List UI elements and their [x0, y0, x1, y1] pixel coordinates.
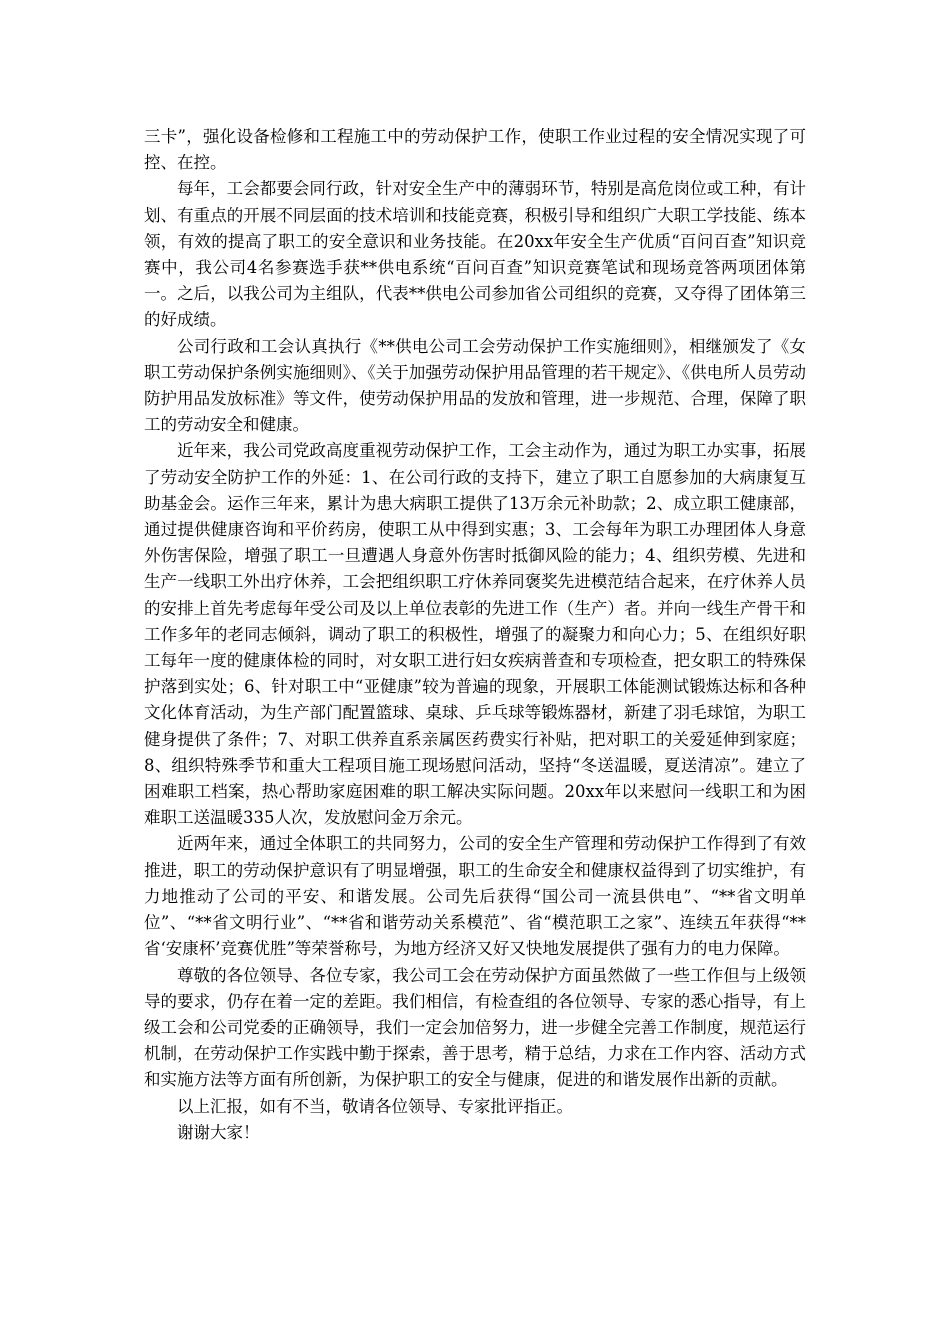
paragraph-closing: 以上汇报，如有不当，敬请各位领导、专家批评指正。: [177, 1096, 573, 1116]
paragraph-regulations: 公司行政和工会认真执行《**供电公司工会劳动保护工作实施细则》，相继颁发了《女职工劳动保护条例实施细则》、《关于加强劳动保护用品管理的若干规定》、《供电所人员劳动防护用品发放标准》等文件，使劳动保护用品的发放和管理，进一步规范、合理，保障了职工的劳动安全和健康。: [144, 336, 806, 435]
paragraph-thanks: 谢谢大家！: [177, 1122, 260, 1142]
paragraph-worker-services: 近年来，我公司党政高度重视劳动保护工作，工会主动作为，通过为职工办实事，拓展了劳动安全防护工作的外延：1、在公司行政的支持下，建立了职工自愿参加的大病康复互助基金会。运作三年来，累计为患大病职工提供了13万余元补助款；2、成立职工健康部，通过提供健康咨询和平价药房，使职工从中得到实惠；3、工会每年为职工办理团体人身意外伤害保险，增强了职工一旦遭遇人身意外伤害时抵御风险的能力；4、组织劳模、先进和生产一线职工外出疗休养，工会把组织职工疗休养同褒奖先进模范结合起来，在疗休养人员的安排上首先考虑每年受公司及以上单位表彰的先进工作（生产）者。并向一线生产骨干和工作多年的老同志倾斜，调动了职工的积极性，增强了的凝聚力和向心力；5、在组织好职工每年一度的健康体检的同时，对女职工进行妇女疾病普查和专项检查，把女职工的特殊保护落到实处；6、针对职工中“亚健康”较为普遍的现象，开展职工体能测试锻炼达标和各种文化体育活动，为生产部门配置篮球、桌球、乒乓球等锻炼器材，新建了羽毛球馆，为职工健身提供了条件；7、对职工供养直系亲属医药费实行补贴，把对职工的关爱延伸到家庭；8、组织特殊季节和重大工程项目施工现场慰问活动，坚持“冬送温暖，夏送清凉”。建立了困难职工档案，热心帮助家庭困难的职工解决实际问题。20xx年以来慰问一线职工和为困难职工送温暖335人次，发放慰问金万余元。: [144, 441, 806, 828]
document-page: [144, 124, 806, 1146]
paragraph-continuation: 三卡”，强化设备检修和工程施工中的劳动保护工作，使职工作业过程的安全情况实现了可控、在控。: [144, 127, 806, 173]
paragraph-commitment: 尊敬的各位领导、各位专家，我公司工会在劳动保护方面虽然做了一些工作但与上级领导的要求，仍存在着一定的差距。我们相信，有检查组的各位领导、专家的悉心指导，有上级工会和公司党委的正确领导，我们一定会加倍努力，进一步健全完善工作制度，规范运行机制，在劳动保护工作实践中勤于探索，善于思考，精于总结，力求在工作内容、活动方式和实施方法等方面有所创新，为保护职工的安全与健康，促进的和谐发展作出新的贡献。: [144, 965, 806, 1090]
paragraph-achievements: 近两年来，通过全体职工的共同努力，公司的安全生产管理和劳动保护工作得到了有效推进，职工的劳动保护意识有了明显增强，职工的生命安全和健康权益得到了切实维护，有力地推动了公司的平安、和谐发展。公司先后获得“国公司一流县供电”、“**省文明单位”、“**省文明行业”、“**省和谐劳动关系模范”、省“模范职工之家”、连续五年获得“**省‘安康杯’竞赛优胜”等荣誉称号，为地方经济又好又快地发展提供了强有力的电力保障。: [144, 834, 806, 959]
paragraph-skills-competition: 每年，工会都要会同行政，针对安全生产中的薄弱环节，特别是高危岗位或工种，有计划、有重点的开展不同层面的技术培训和技能竞赛，积极引导和组织广大职工学技能、练本领，有效的提高了职工的安全意识和业务技能。在20xx年安全生产优质“百问百查”知识竞赛中，我公司4名参赛选手获**供电系统“百问百查”知识竞赛笔试和现场竞答两项团体第一。之后，以我公司为主组队，代表**供电公司参加省公司组织的竞赛，又夺得了团体第三的好成绩。: [144, 179, 806, 330]
